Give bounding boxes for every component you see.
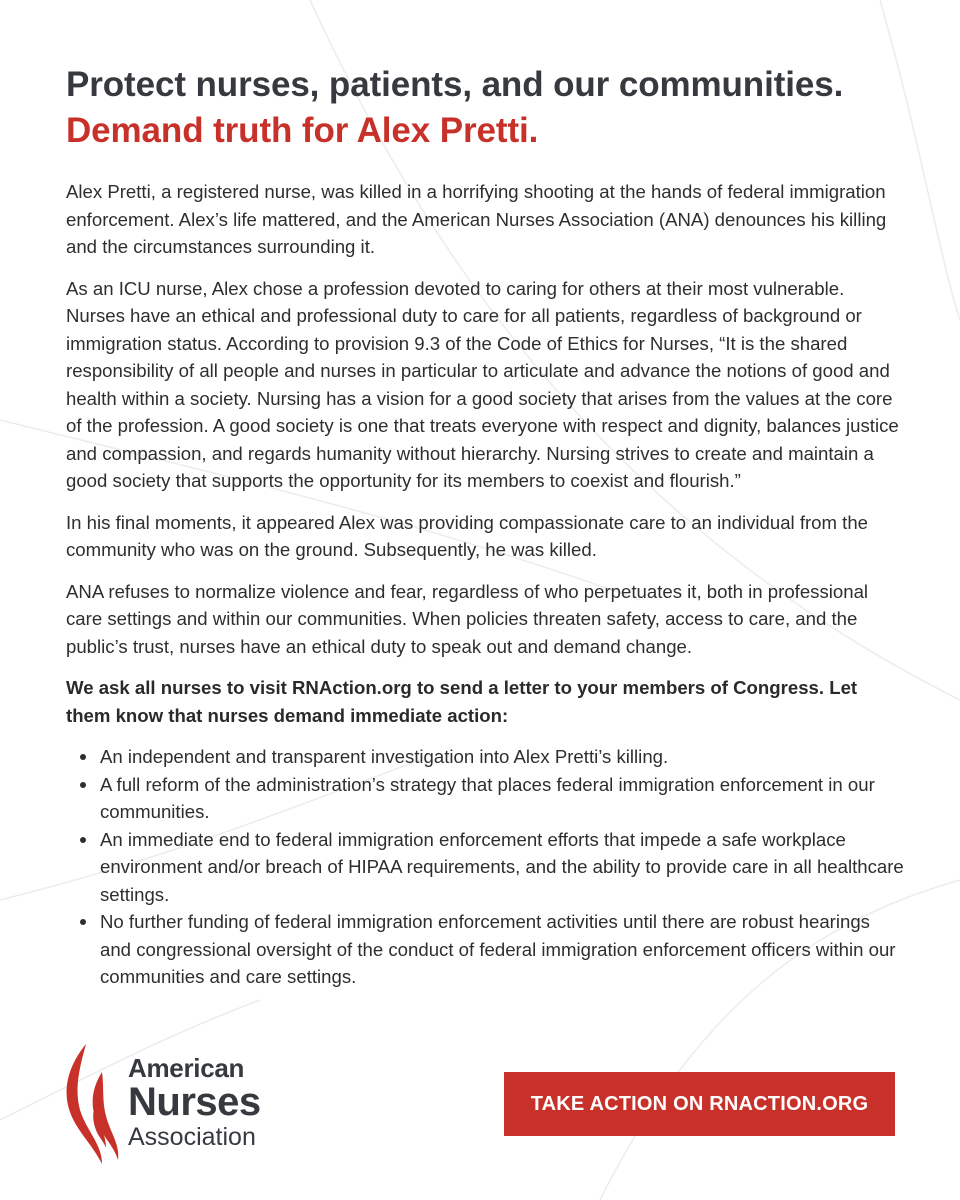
ana-logo [62,1044,282,1164]
list-item: A full reform of the administration’s strategy that places federal immigration enforcement in our communities. [100,771,906,826]
call-to-action-text: We ask all nurses to visit RNAction.org to send a letter to your members of Congress. Let them know that nurses demand immediate action: [66,677,858,726]
paragraph-final-moments: In his final moments, it appeared Alex was providing compassionate care to an individual from the community who was on the ground. Subsequently, he was killed. [66,511,869,560]
list-item: An immediate end to federal immigration enforcement efforts that impede a safe workplace environment and/or breach of HIPAA requirements, and the ability to provide care in all healthcare settings. [100,826,906,909]
logo-line-american: American [128,1053,245,1083]
logo-line-association: Association [128,1123,256,1151]
article [66,62,906,991]
paragraph-intro: Alex Pretti, a registered nurse, was killed in a horrifying shooting at the hands of federal immigration enforcement. Alex’s life mattered, and the American Nurses Association (ANA) denounces his killing and the circumstances surrounding it. [66,181,887,257]
paragraph-ana-position: ANA refuses to normalize violence and fear, regardless of who perpetuates it, both in professional care settings and within our communities. When policies threaten safety, access to care, and the public’s trust, nurses have an ethical duty to speak out and demand change. [66,580,869,657]
page-title [66,62,906,154]
demands-list [66,743,906,991]
paragraph-code-of-ethics: As an ICU nurse, Alex chose a profession devoted to caring for others at their most vulnerable. Nurses have an ethical and professional duty to care for all patients, regardless of background or immigration status. According to provision 9.3 of the Code of Ethics for Nurses, “It is the shared responsibility of all people and nurses in particular to articulate and advance the notions of good and health within a society. Nursing has a vision for a good society that arises from the values at the core of the profession. A good society is one that treats everyone with respect and dignity, balances justice and compassion, and regards humanity without hierarchy. Nursing strives to create and maintain a good society that supports the opportunity for its members to coexist and flourish.” [66,277,899,491]
headline-line1: Protect nurses, patients, and our communities. [66,65,844,104]
logo-line-nurses: Nurses [128,1080,261,1124]
list-item: No further funding of federal immigration enforcement activities until there are robust hearings and congressional oversight of the conduct of federal immigration enforcement officers within our communities and care settings. [100,908,906,991]
take-action-button[interactable]: TAKE ACTION ON RNACTION.ORG [504,1072,895,1136]
flame-icon [62,1044,122,1164]
list-item: An independent and transparent investigation into Alex Pretti’s killing. [100,743,906,771]
headline-line2: Demand truth for Alex Pretti. [66,111,539,150]
